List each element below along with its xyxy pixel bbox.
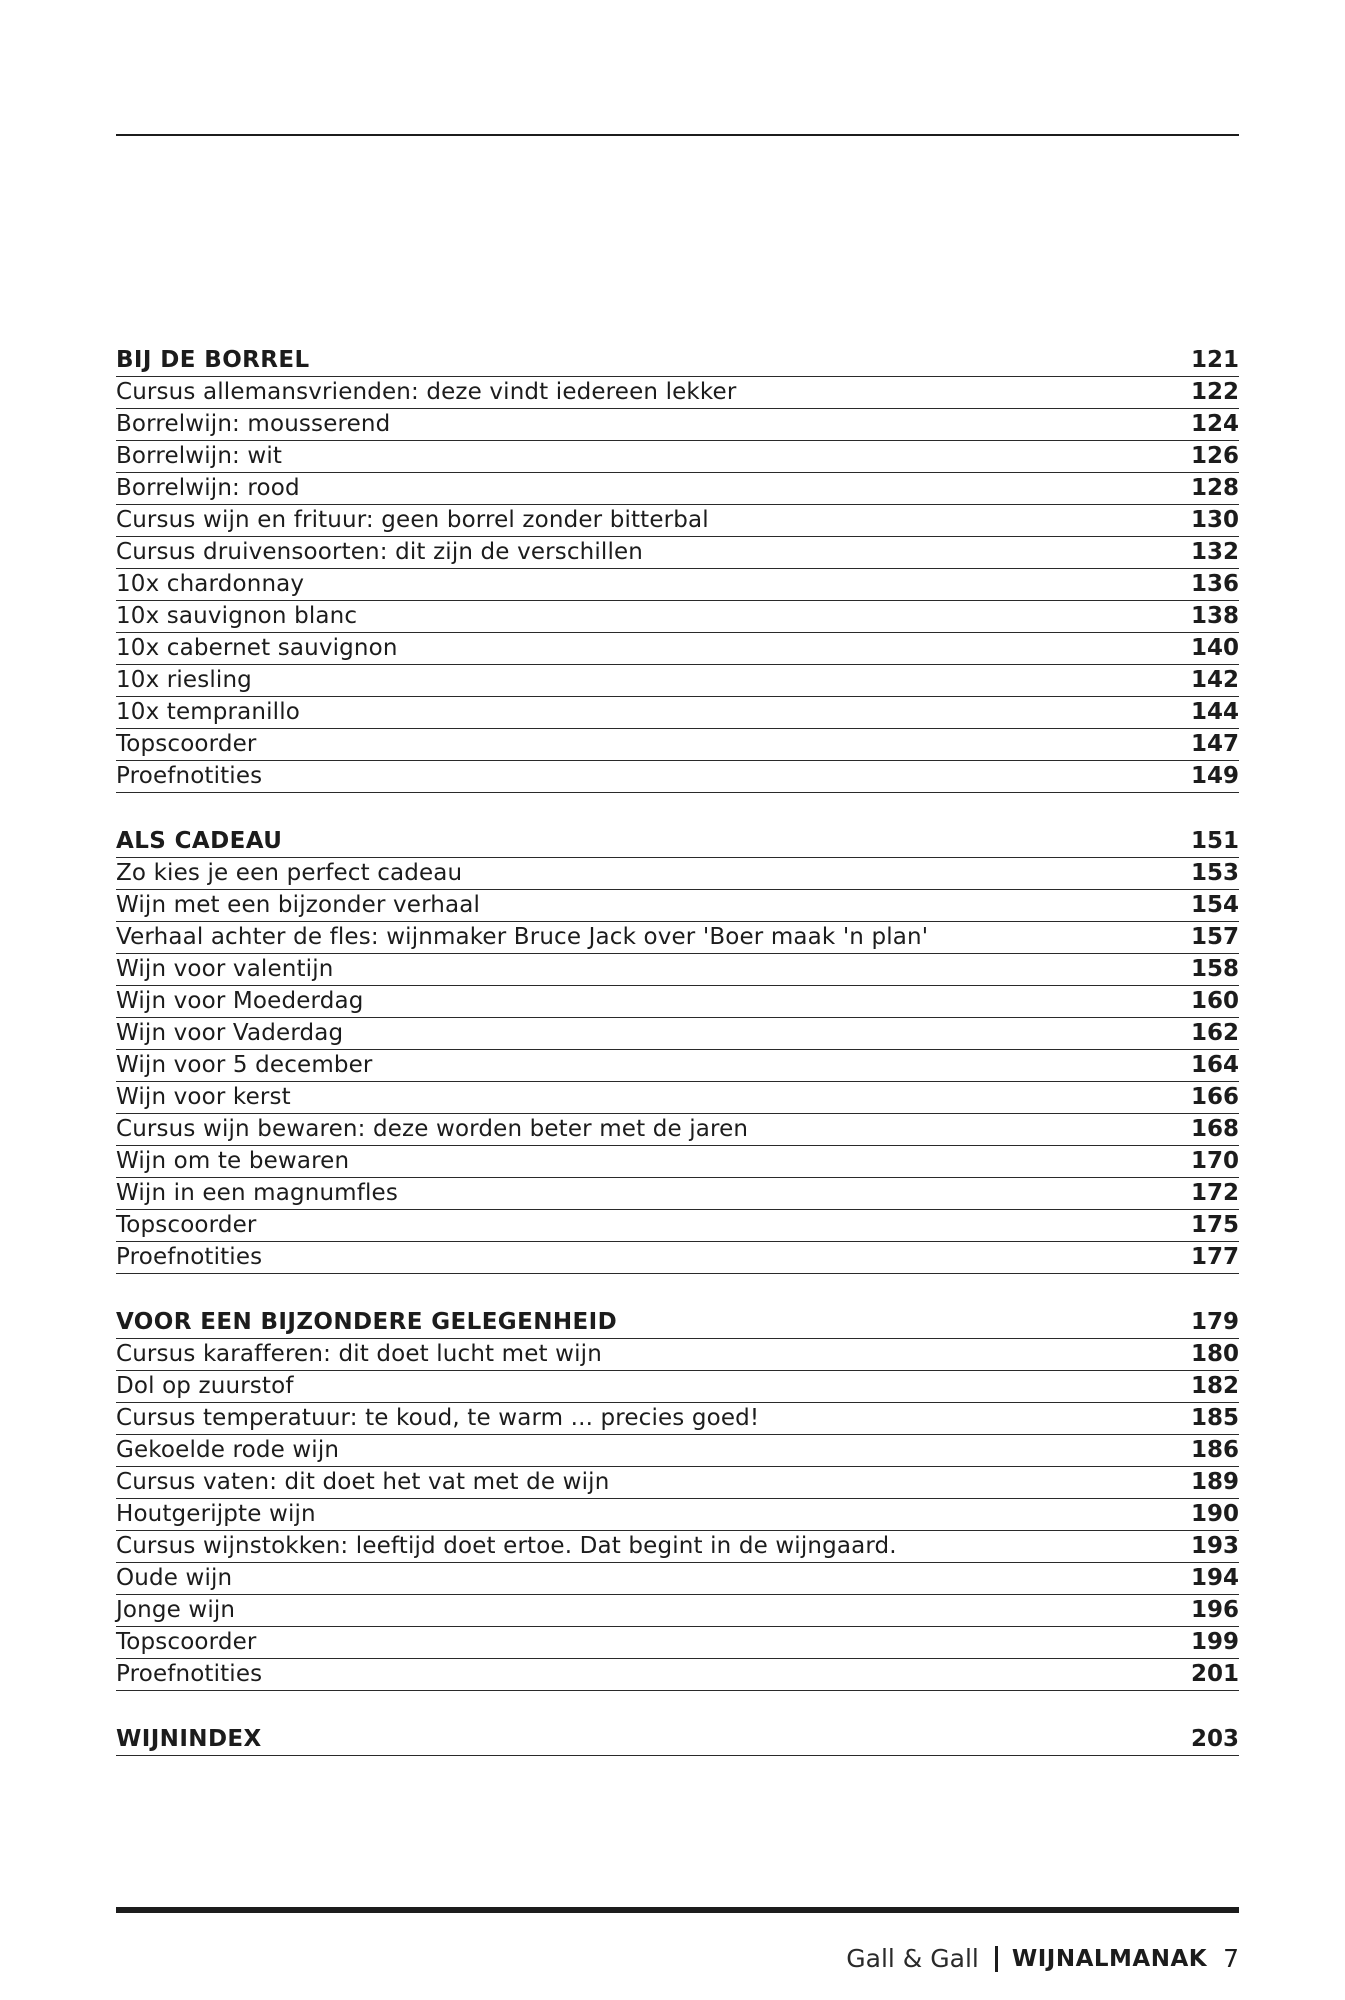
toc-entry (116, 1242, 1239, 1274)
toc-entry (116, 1210, 1239, 1242)
toc-entry (116, 890, 1239, 922)
toc-entry-page: 185 (1190, 1405, 1239, 1431)
toc-entry-page: 190 (1190, 1501, 1239, 1527)
toc-section-heading-page: 121 (1190, 347, 1239, 373)
toc-entry-page: 170 (1190, 1148, 1239, 1174)
toc-entry-page: 162 (1190, 1020, 1239, 1046)
toc-section-heading (116, 345, 1239, 377)
toc-entry (116, 1082, 1239, 1114)
toc-entry-page: 194 (1190, 1565, 1239, 1591)
toc-entry-page: 172 (1190, 1180, 1239, 1206)
toc-entry-page: 180 (1190, 1341, 1239, 1367)
toc-entry-page: 126 (1190, 443, 1239, 469)
toc-entry-title: Cursus temperatuur: te koud, te warm ... precies goed! (116, 1405, 760, 1431)
toc-entry-page: 140 (1190, 635, 1239, 661)
toc-entry (116, 1178, 1239, 1210)
toc-entry (116, 665, 1239, 697)
toc-entry (116, 1114, 1239, 1146)
toc-entry (116, 1531, 1239, 1563)
toc-entry-title: Oude wijn (116, 1565, 233, 1591)
footer-page-number: 7 (1223, 1944, 1239, 1973)
toc-entry-page: 154 (1190, 892, 1239, 918)
toc-section-heading (116, 826, 1239, 858)
toc-entry (116, 1595, 1239, 1627)
toc-entry (116, 1499, 1239, 1531)
footer-brand: Gall & Gall (846, 1944, 979, 1973)
toc-entry-title: Wijn voor 5 december (116, 1052, 373, 1078)
toc-section-heading-page: 203 (1190, 1726, 1239, 1752)
toc-entry-page: 182 (1190, 1373, 1239, 1399)
toc-entry-title: 10x tempranillo (116, 699, 300, 725)
toc-entry (116, 761, 1239, 793)
toc-entry-page: 201 (1190, 1661, 1239, 1687)
toc-entry (116, 954, 1239, 986)
toc-entry-title: 10x chardonnay (116, 571, 305, 597)
toc-entry-title: Houtgerijpte wijn (116, 1501, 316, 1527)
table-of-contents (116, 345, 1239, 1789)
toc-section-heading-title: WIJNINDEX (116, 1726, 262, 1752)
toc-entry-title: Gekoelde rode wijn (116, 1437, 340, 1463)
toc-entry-title: Borrelwijn: rood (116, 475, 300, 501)
toc-entry (116, 377, 1239, 409)
toc-entry (116, 1339, 1239, 1371)
toc-entry (116, 1659, 1239, 1691)
toc-section (116, 1724, 1239, 1756)
toc-entry-title: 10x sauvignon blanc (116, 603, 358, 629)
toc-entry-title: Dol op zuurstof (116, 1373, 294, 1399)
toc-entry-page: 130 (1190, 507, 1239, 533)
toc-entry (116, 1435, 1239, 1467)
toc-entry-title: Borrelwijn: wit (116, 443, 283, 469)
footer-publication: WIJNALMANAK (1011, 1945, 1208, 1972)
toc-entry (116, 1050, 1239, 1082)
toc-entry (116, 1018, 1239, 1050)
toc-section-heading-title: ALS CADEAU (116, 828, 283, 854)
toc-section-heading-page: 151 (1190, 828, 1239, 854)
toc-entry (116, 858, 1239, 890)
toc-entry-page: 147 (1190, 731, 1239, 757)
top-rule (116, 134, 1239, 136)
toc-entry (116, 601, 1239, 633)
toc-entry-page: 144 (1190, 699, 1239, 725)
toc-entry (116, 697, 1239, 729)
toc-entry (116, 986, 1239, 1018)
toc-entry-title: 10x riesling (116, 667, 252, 693)
toc-entry-page: 153 (1190, 860, 1239, 886)
toc-entry-title: Proefnotities (116, 763, 263, 789)
toc-entry-title: Cursus wijn bewaren: deze worden beter met de jaren (116, 1116, 749, 1142)
toc-entry-title: Wijn voor kerst (116, 1084, 291, 1110)
toc-section-heading-title: BIJ DE BORREL (116, 347, 310, 373)
toc-entry (116, 1371, 1239, 1403)
toc-entry-title: Proefnotities (116, 1661, 263, 1687)
toc-entry-page: 149 (1190, 763, 1239, 789)
toc-entry-title: Wijn voor valentijn (116, 956, 334, 982)
toc-entry-page: 189 (1190, 1469, 1239, 1495)
toc-section (116, 1307, 1239, 1691)
toc-entry-page: 160 (1190, 988, 1239, 1014)
toc-entry-page: 164 (1190, 1052, 1239, 1078)
toc-entry-title: Wijn voor Moederdag (116, 988, 364, 1014)
toc-entry-title: Wijn om te bewaren (116, 1148, 350, 1174)
toc-entry (116, 1467, 1239, 1499)
toc-section (116, 826, 1239, 1274)
toc-entry-page: 138 (1190, 603, 1239, 629)
toc-entry-title: Wijn in een magnumfles (116, 1180, 398, 1206)
toc-entry-page: 196 (1190, 1597, 1239, 1623)
toc-entry (116, 473, 1239, 505)
toc-section-heading (116, 1724, 1239, 1756)
toc-entry-title: Jonge wijn (116, 1597, 236, 1623)
toc-entry-page: 124 (1190, 411, 1239, 437)
toc-entry (116, 505, 1239, 537)
toc-section-heading (116, 1307, 1239, 1339)
toc-section-heading-title: VOOR EEN BIJZONDERE GELEGENHEID (116, 1309, 618, 1335)
toc-entry-title: Verhaal achter de fles: wijnmaker Bruce Jack over 'Boer maak 'n plan' (116, 924, 929, 950)
toc-entry-page: 168 (1190, 1116, 1239, 1142)
toc-entry-title: Topscoorder (116, 1629, 257, 1655)
toc-entry-title: Cursus wijnstokken: leeftijd doet ertoe. Dat begint in de wijngaard. (116, 1533, 897, 1559)
toc-entry (116, 441, 1239, 473)
toc-entry-page: 136 (1190, 571, 1239, 597)
toc-entry-page: 193 (1190, 1533, 1239, 1559)
toc-section-heading-page: 179 (1190, 1309, 1239, 1335)
toc-entry-page: 122 (1190, 379, 1239, 405)
toc-entry-title: Cursus wijn en frituur: geen borrel zonder bitterbal (116, 507, 709, 533)
page-footer (846, 1944, 1239, 1973)
toc-entry-title: Wijn voor Vaderdag (116, 1020, 344, 1046)
toc-entry (116, 922, 1239, 954)
toc-entry-page: 132 (1190, 539, 1239, 565)
toc-entry-title: Wijn met een bijzonder verhaal (116, 892, 481, 918)
bottom-rule (116, 1907, 1239, 1913)
toc-entry (116, 1403, 1239, 1435)
toc-entry-title: Cursus allemansvrienden: deze vindt iedereen lekker (116, 379, 737, 405)
toc-entry-page: 186 (1190, 1437, 1239, 1463)
toc-entry (116, 1146, 1239, 1178)
toc-entry-page: 157 (1190, 924, 1239, 950)
toc-entry (116, 569, 1239, 601)
footer-separator (995, 1946, 998, 1972)
toc-entry-page: 199 (1190, 1629, 1239, 1655)
toc-entry (116, 633, 1239, 665)
toc-entry-title: Cursus vaten: dit doet het vat met de wijn (116, 1469, 610, 1495)
toc-entry (116, 1627, 1239, 1659)
toc-entry-title: Borrelwijn: mousserend (116, 411, 391, 437)
toc-entry (116, 729, 1239, 761)
toc-entry-title: Cursus druivensoorten: dit zijn de verschillen (116, 539, 644, 565)
toc-entry-page: 128 (1190, 475, 1239, 501)
toc-entry-title: 10x cabernet sauvignon (116, 635, 398, 661)
toc-entry-page: 177 (1190, 1244, 1239, 1270)
toc-entry (116, 537, 1239, 569)
toc-entry-page: 166 (1190, 1084, 1239, 1110)
toc-entry (116, 409, 1239, 441)
toc-section (116, 345, 1239, 793)
toc-entry-title: Proefnotities (116, 1244, 263, 1270)
toc-entry-page: 175 (1190, 1212, 1239, 1238)
toc-entry-title: Topscoorder (116, 1212, 257, 1238)
toc-entry (116, 1563, 1239, 1595)
toc-entry-page: 158 (1190, 956, 1239, 982)
toc-entry-title: Zo kies je een perfect cadeau (116, 860, 463, 886)
toc-entry-title: Cursus karafferen: dit doet lucht met wijn (116, 1341, 602, 1367)
toc-entry-page: 142 (1190, 667, 1239, 693)
toc-entry-title: Topscoorder (116, 731, 257, 757)
